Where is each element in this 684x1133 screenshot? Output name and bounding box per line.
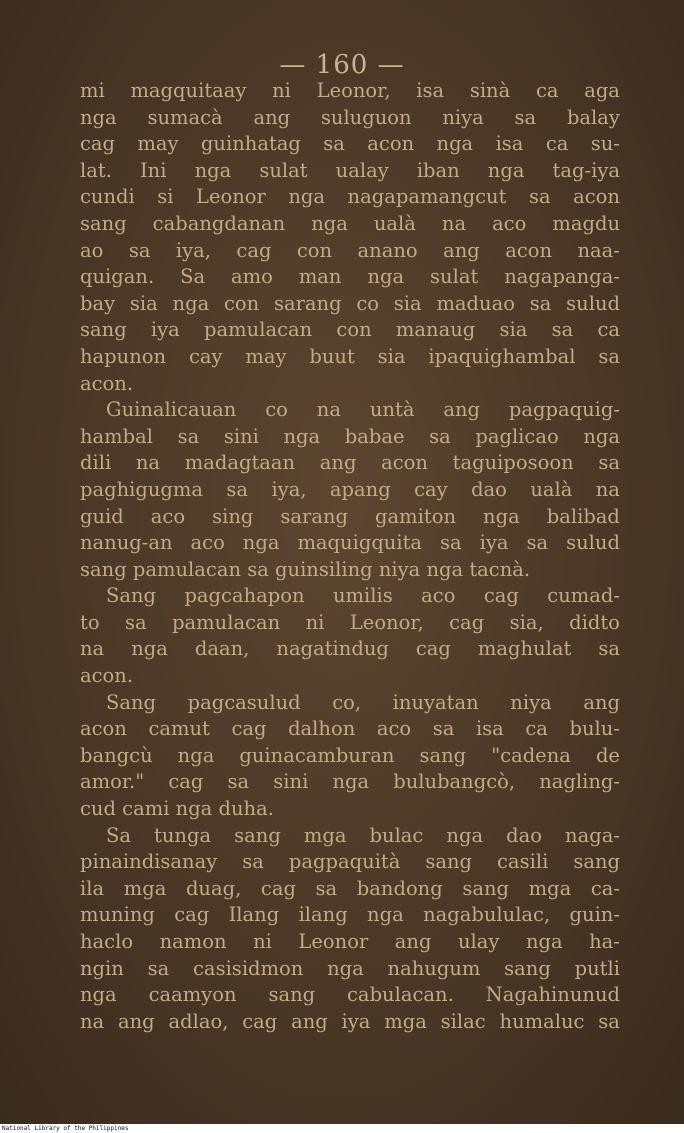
text-line: na nga daan, nagatindug cag maghulat sa xyxy=(80,637,620,661)
text-line: to sa pamulacan ni Leonor, cag sia, didto xyxy=(80,610,620,634)
text-line: ngin sa casisidmon nga nahugum sang putli xyxy=(80,956,620,980)
text-line: sang cabangdanan nga ualà na aco magdu xyxy=(80,211,620,235)
text-line: mi magquitaay ni Leonor, isa sinà ca aga xyxy=(80,79,620,102)
page-number: — 160 — xyxy=(279,50,405,80)
text-line: bangcù nga guinacamburan sang "cadena de xyxy=(80,743,620,767)
paragraph xyxy=(80,690,620,823)
paragraph xyxy=(80,823,620,1036)
text-line: cag may guinhatag sa acon nga isa ca su- xyxy=(80,132,620,156)
text-line: sang iya pamulacan con manaug sia sa ca xyxy=(80,318,620,342)
text-line: cud cami nga duha. xyxy=(80,797,274,821)
text-line: hapunon cay may buut sia ipaquighambal sa xyxy=(80,344,620,368)
library-credit: National Library of the Philippines xyxy=(2,1125,129,1132)
text-line: haclo namon ni Leonor ang ulay nga ha- xyxy=(80,930,620,953)
text-line: ao sa iya, cag con anano ang acon naa- xyxy=(80,238,620,262)
text-line: Sang pagcahapon umilis aco cag cumad- xyxy=(106,584,620,608)
text-line: Sang pagcasulud co, inuyatan niya ang xyxy=(106,690,620,714)
text-line: dili na madagtaan ang acon taguiposoon sa xyxy=(80,451,620,475)
text-line: Sa tunga sang mga bulac nga dao naga- xyxy=(106,823,620,847)
text-line: ila mga duag, cag sa bandong sang mga ca- xyxy=(80,876,620,900)
text-line: bay sia nga con sarang co sia maduao sa sulud xyxy=(80,291,620,315)
paragraph xyxy=(80,583,620,689)
text-line: amor." cag sa sini nga bulubangcò, nagling- xyxy=(80,770,620,794)
paragraph xyxy=(80,78,620,397)
text-line: Guinalicauan co na untà ang pagpaquig- xyxy=(106,398,620,422)
text-line: guid aco sing sarang gamiton nga balibad xyxy=(80,504,620,528)
paragraph xyxy=(80,397,620,583)
text-line: acon. xyxy=(80,664,134,688)
text-line: na ang adlao, cag ang iya mga silac humaluc sa xyxy=(80,1009,620,1033)
text-line: nanug-an aco nga maquigquita sa iya sa sulud xyxy=(80,531,620,555)
text-line: nga sumacà ang suluguon niya sa balay xyxy=(80,105,620,129)
text-line: paghigugma sa iya, apang cay dao ualà na xyxy=(80,477,620,501)
footer-bar xyxy=(0,1124,684,1133)
text-line: cundi si Leonor nga nagapamangcut sa acon xyxy=(80,185,620,209)
text-line: acon. xyxy=(80,371,134,395)
text-line: lat. Ini nga sulat ualay iban nga tag-iya xyxy=(80,158,620,182)
text-line: pinaindisanay sa pagpaquità sang casili sang xyxy=(80,850,620,874)
text-line: quigan. Sa amo man nga sulat nagapanga- xyxy=(80,265,620,289)
text-line: acon camut cag dalhon aco sa isa ca bulu- xyxy=(80,717,620,741)
body-text xyxy=(80,78,620,1035)
text-line: muning cag Ilang ilang nga nagabululac, guin- xyxy=(80,903,620,927)
text-line: nga caamyon sang cabulacan. Nagahinunud xyxy=(80,983,620,1007)
text-line: hambal sa sini nga babae sa paglicao nga xyxy=(80,424,620,448)
text-line: sang pamulacan sa guinsiling niya nga tacnà. xyxy=(80,557,531,581)
